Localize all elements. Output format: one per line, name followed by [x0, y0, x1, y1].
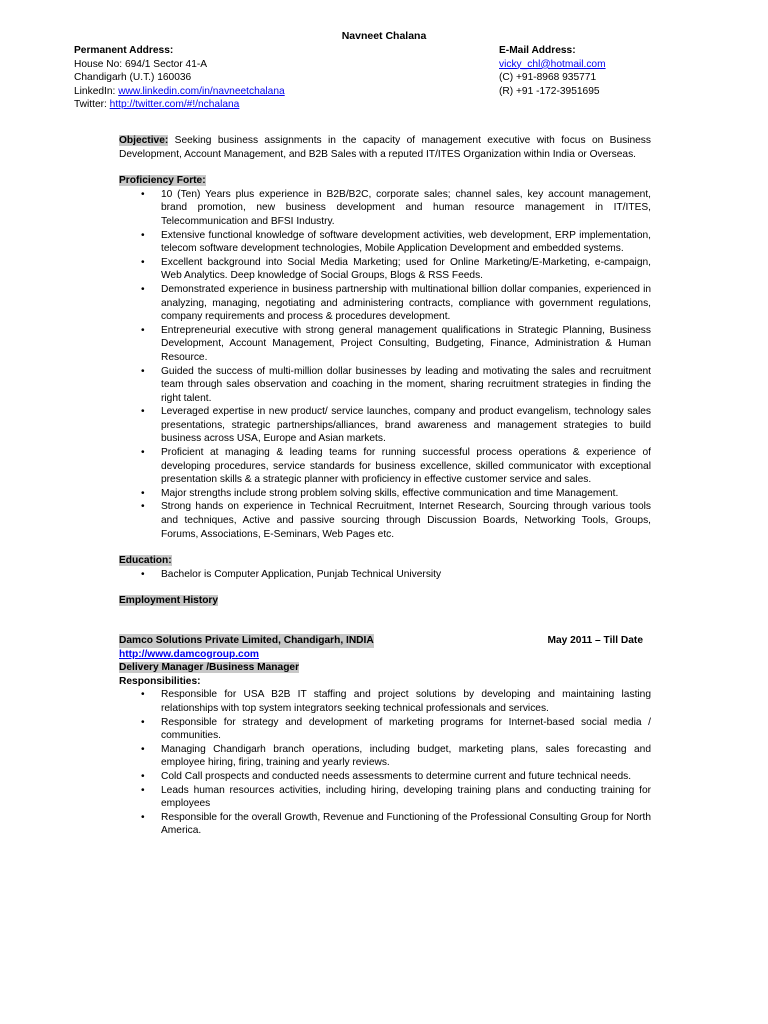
proficiency-heading: Proficiency Forte:	[119, 175, 206, 187]
address-heading: Permanent Address:	[74, 45, 174, 56]
address-block	[74, 44, 285, 112]
company-name: Damco Solutions Private Limited, Chandigarh, INDIA	[119, 635, 374, 646]
list-item: • Extensive functional knowledge of software development activities, web development, ERP implementation, telecom software development technologies, Mobile Application Development and embedded systems.	[119, 229, 651, 256]
list-item: • Guided the success of multi-million dollar businesses by leading and motivating the sales and recruitment team through sales observation and coaching in the moment, sharing recruitment strategies in finding the right talent.	[119, 365, 651, 406]
proficiency-list	[119, 188, 651, 541]
list-item: • Demonstrated experience in business partnership with multinational billion dollar companies, experienced in analyzing, managing, negotiating and administering contracts, compliance with government regulations, company requirements and process & procedures development.	[119, 283, 651, 324]
employment-heading: Employment History	[119, 595, 219, 607]
objective-section	[119, 134, 651, 161]
list-item: • Strong hands on experience in Technical Recruitment, Internet Research, Sourcing through various tools and techniques, Active and passive sourcing through Discussion Boards, Networking Tools, Groups, Forums, Associations, E-Seminars, Web Pages etc.	[119, 500, 651, 541]
education-list	[119, 568, 651, 582]
education-heading: Education:	[119, 555, 172, 567]
list-item: • 10 (Ten) Years plus experience in B2B/B2C, corporate sales; channel sales, key account management, brand promotion, new business development and human resource management in IT/ITES, Telecommunication and BFSI Industry.	[119, 188, 651, 229]
residence-phone: (R) +91 -172-3951695	[499, 85, 600, 97]
list-item: • Entrepreneurial executive with strong general management qualifications in Strategic Planning, Business Development, Account Management, Project Consulting, Budgeting, Finance, Administration & Human Resource.	[119, 324, 651, 365]
employment-dates: May 2011 – Till Date	[547, 635, 643, 646]
company-website-link[interactable]: http://www.damcogroup.com	[119, 648, 259, 660]
list-item: • Leads human resources activities, including hiring, developing training plans and conducting training for employees	[119, 784, 651, 811]
list-item: • Managing Chandigarh branch operations, including budget, marketing plans, sales forecasting and employee hiring, firing, training and yearly reviews.	[119, 743, 651, 770]
education-section	[119, 554, 651, 581]
list-item: • Responsible for the overall Growth, Revenue and Functioning of the Professional Consulting Group for North America.	[119, 811, 651, 838]
linkedin-link[interactable]: www.linkedin.com/in/navneetchalana	[118, 85, 285, 97]
objective-label: Objective:	[119, 135, 169, 146]
linkedin-row	[74, 85, 285, 99]
cell-phone: (C) +91-8968 935771	[499, 72, 597, 84]
list-item: • Bachelor is Computer Application, Punjab Technical University	[119, 568, 651, 582]
responsibilities-list	[119, 688, 651, 838]
employment-entry	[119, 634, 651, 838]
list-item: • Responsible for strategy and development of marketing programs for Internet-based social media / communities.	[119, 716, 651, 743]
objective-text: Seeking business assignments in the capacity of management executive with focus on Business Development, Account Management, and B2B Sales with a reputed IT/ITES Organization within India or Overseas.	[119, 135, 651, 160]
job-title: Delivery Manager /Business Manager	[119, 662, 300, 674]
email-link[interactable]: vicky_chl@hotmail.com	[499, 58, 606, 70]
address-line-2: Chandigarh (U.T.) 160036	[74, 72, 192, 84]
candidate-name: Navneet Chalana	[341, 30, 427, 42]
responsibilities-heading: Responsibilities:	[119, 675, 201, 687]
proficiency-section	[119, 174, 651, 541]
linkedin-label: LinkedIn:	[74, 85, 119, 97]
email-heading: E-Mail Address:	[499, 45, 576, 56]
twitter-label: Twitter:	[74, 99, 110, 111]
contact-block	[499, 44, 606, 98]
employment-header-row	[119, 634, 645, 648]
twitter-row	[74, 98, 285, 112]
twitter-link[interactable]: http://twitter.com/#!/nchalana	[109, 99, 240, 111]
list-item: • Leveraged expertise in new product/ service launches, company and product evangelism, technology sales presentations, strategic partnerships/alliances, brand awareness and management strategies to build business across USA, Europe and Asian markets.	[119, 405, 651, 446]
list-item: • Excellent background into Social Media Marketing; used for Online Marketing/E-Marketing, e-campaign, Web Analytics. Deep knowledge of Social Groups, Blogs & RSS Feeds.	[119, 256, 651, 283]
address-line-1: House No: 694/1 Sector 41-A	[74, 58, 208, 70]
list-item: • Major strengths include strong problem solving skills, effective communication and time Management.	[119, 487, 651, 501]
list-item: • Cold Call prospects and conducted needs assessments to determine current and future technical needs.	[119, 770, 651, 784]
list-item: • Responsible for USA B2B IT staffing and project solutions by developing and maintaining lasting relationships with top system integrators seeking technical professionals and services.	[119, 688, 651, 715]
resume-body	[119, 134, 651, 838]
list-item: • Proficient at managing & leading teams for running successful process operations & experience of developing procedures, service standards for business excellence, skilled communicator with exceptional presentation skills & a strategic planner with proficiency in effective customer service and sales.	[119, 446, 651, 487]
